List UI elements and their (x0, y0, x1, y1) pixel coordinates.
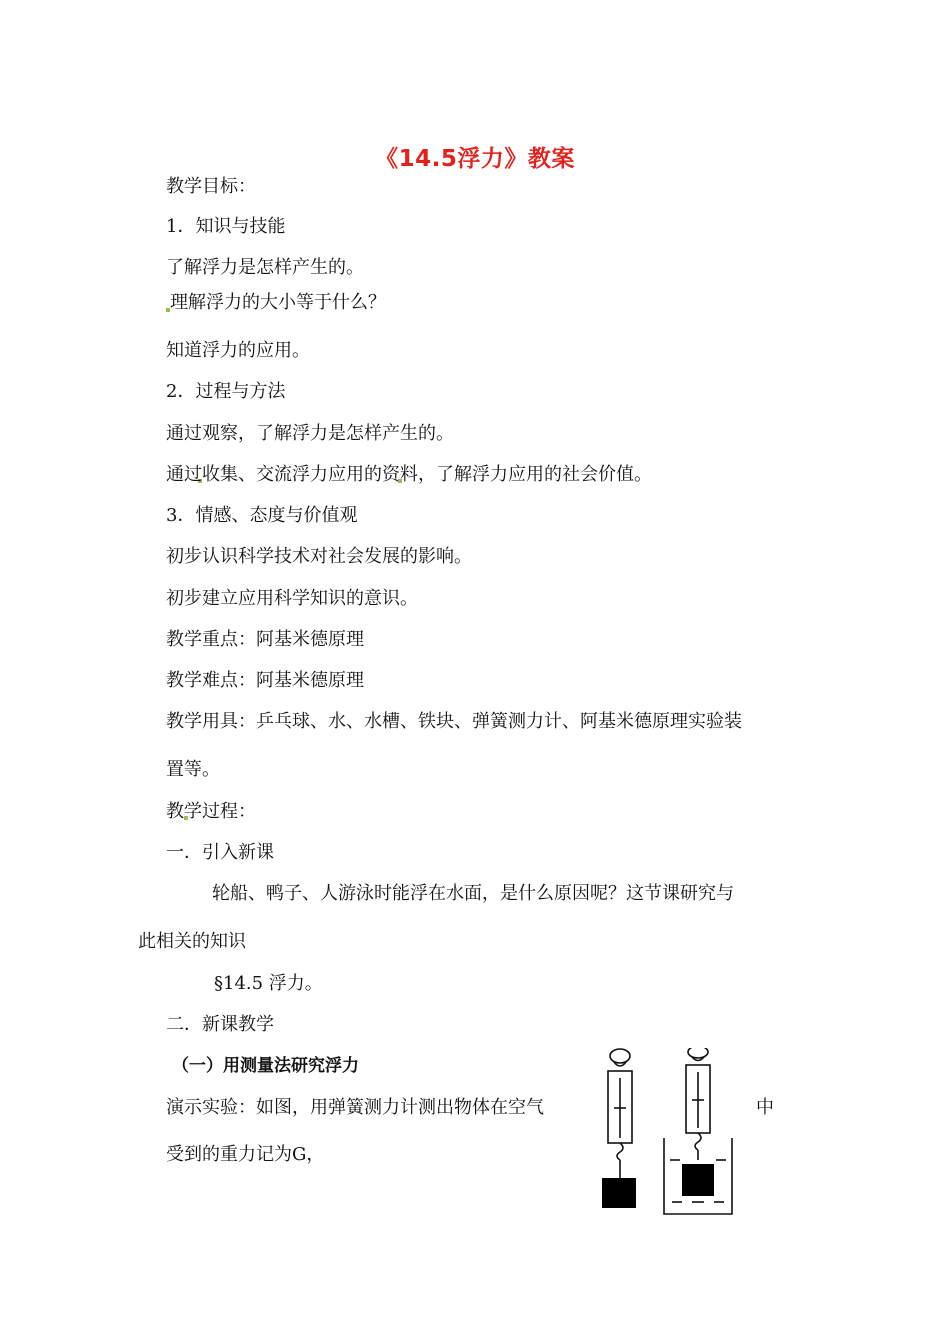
weight-block-air (602, 1178, 636, 1208)
goal-line: 初步建立应用科学知识的意识。 (166, 588, 418, 609)
section-reference: §14.5 浮力。 (214, 973, 323, 994)
spring-scale-in-air (608, 1049, 632, 1178)
weight-block-water (682, 1164, 714, 1196)
teaching-process-heading: 教学过程： (166, 801, 256, 822)
goal-line: 知道浮力的应用。 (166, 340, 310, 361)
goal-line: 理解浮力的大小等于什么？ (170, 292, 386, 313)
spring-scale-in-water (686, 1048, 710, 1160)
subsection-measure-buoyancy: （一）用测量法研究浮力 (172, 1056, 359, 1076)
demo-text: 演示实验：如图，用弹簧测力计测出物体在空气 (166, 1097, 544, 1118)
intro-paragraph-cont: 此相关的知识 (138, 931, 246, 952)
goal-line: 初步认识科学技术对社会发展的影响。 (166, 546, 472, 567)
goal-line: 了解浮力是怎样产生的。 (166, 257, 364, 278)
document-title: 《14.5浮力》教案 (375, 146, 575, 172)
teaching-goals-heading: 教学目标： (166, 176, 256, 197)
part-intro-heading: 一．引入新课 (166, 842, 274, 863)
section-emotion-values: 3．情感、态度与价值观 (166, 505, 358, 526)
teaching-key-point: 教学重点：阿基米德原理 (166, 629, 364, 650)
teaching-tools: 教学用具：乒乓球、水、水槽、铁块、弹簧测力计、阿基米德原理实验装 (166, 711, 742, 732)
section-process-method: 2．过程与方法 (166, 381, 286, 402)
teaching-difficulty: 教学难点：阿基米德原理 (166, 670, 364, 691)
teaching-tools-cont: 置等。 (166, 759, 220, 780)
goal-line: 通过观察，了解浮力是怎样产生的。 (166, 423, 454, 444)
intro-paragraph: 轮船、鸭子、人游泳时能浮在水面，是什么原因呢？这节课研究与 (212, 883, 734, 904)
section-knowledge-skills: 1．知识与技能 (166, 216, 286, 237)
spring-scale-figure (590, 1048, 750, 1218)
part-new-lesson-heading: 二．新课教学 (166, 1014, 274, 1035)
goal-line: 通过收集、交流浮力应用的资料，了解浮力应用的社会价值。 (166, 464, 652, 485)
demo-text-end: 中 (756, 1097, 774, 1118)
demo-text-cont: 受到的重力记为G， (166, 1144, 325, 1165)
